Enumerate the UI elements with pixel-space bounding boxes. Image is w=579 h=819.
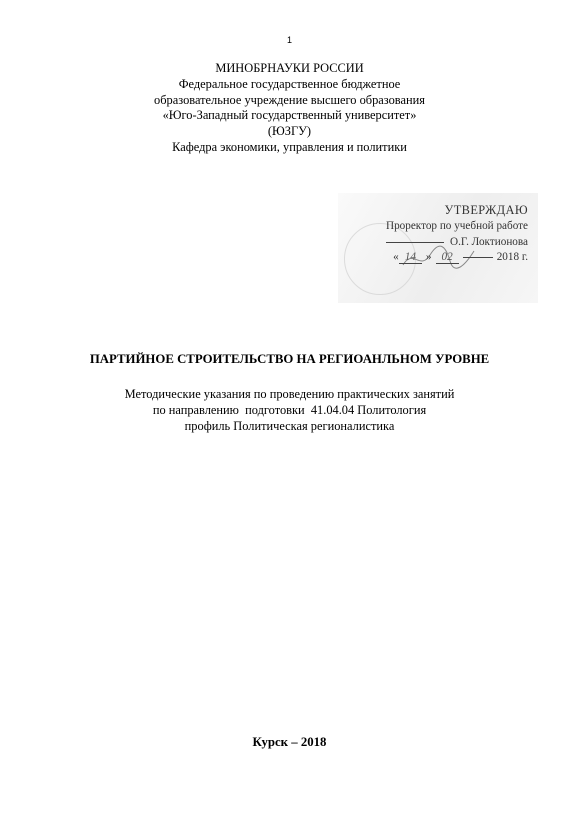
approval-date xyxy=(393,251,528,264)
approver-name-line xyxy=(386,236,528,248)
department-name: Кафедра экономики, управления и политики xyxy=(172,139,407,154)
date-year: 2018 г. xyxy=(496,251,528,263)
subtitle-line-1: Методические указания по проведению практических занятий xyxy=(124,387,455,401)
document-title: ПАРТИЙНОЕ СТРОИТЕЛЬСТВО НА РЕГИОАНЛЬНОМ УРОВНЕ xyxy=(89,352,490,366)
institution-line-2: образовательное учреждение высшего образования xyxy=(154,92,425,107)
signature-line xyxy=(386,242,444,243)
subtitle-line-2: по направлению подготовки 41.04.04 Политология xyxy=(152,403,427,417)
document-subtitle xyxy=(0,386,579,434)
approver-name: О.Г. Локтионова xyxy=(449,236,528,248)
approval-stamp-block xyxy=(338,193,538,303)
page-number: 1 xyxy=(286,35,292,45)
university-name: «Юго-Западный государственный университет» xyxy=(162,108,417,123)
date-close-quote: » xyxy=(425,251,432,263)
approver-position: Проректор по учебной работе xyxy=(385,220,528,232)
ministry-name: МИНОБРНАУКИ РОССИИ xyxy=(215,61,364,75)
approval-heading: УТВЕРЖДАЮ xyxy=(444,203,528,217)
institution-header xyxy=(0,61,579,156)
city-year: Курск – 2018 xyxy=(252,735,327,749)
date-day: 14 xyxy=(399,251,422,264)
institution-line-1: Федеральное государственное бюджетное xyxy=(178,76,401,91)
subtitle-line-3: профиль Политическая регионалистика xyxy=(184,419,395,433)
date-open-quote: « xyxy=(393,251,399,263)
date-blank-line xyxy=(463,257,493,258)
date-month: 02 xyxy=(436,251,459,264)
university-abbreviation: (ЮЗГУ) xyxy=(267,124,312,139)
